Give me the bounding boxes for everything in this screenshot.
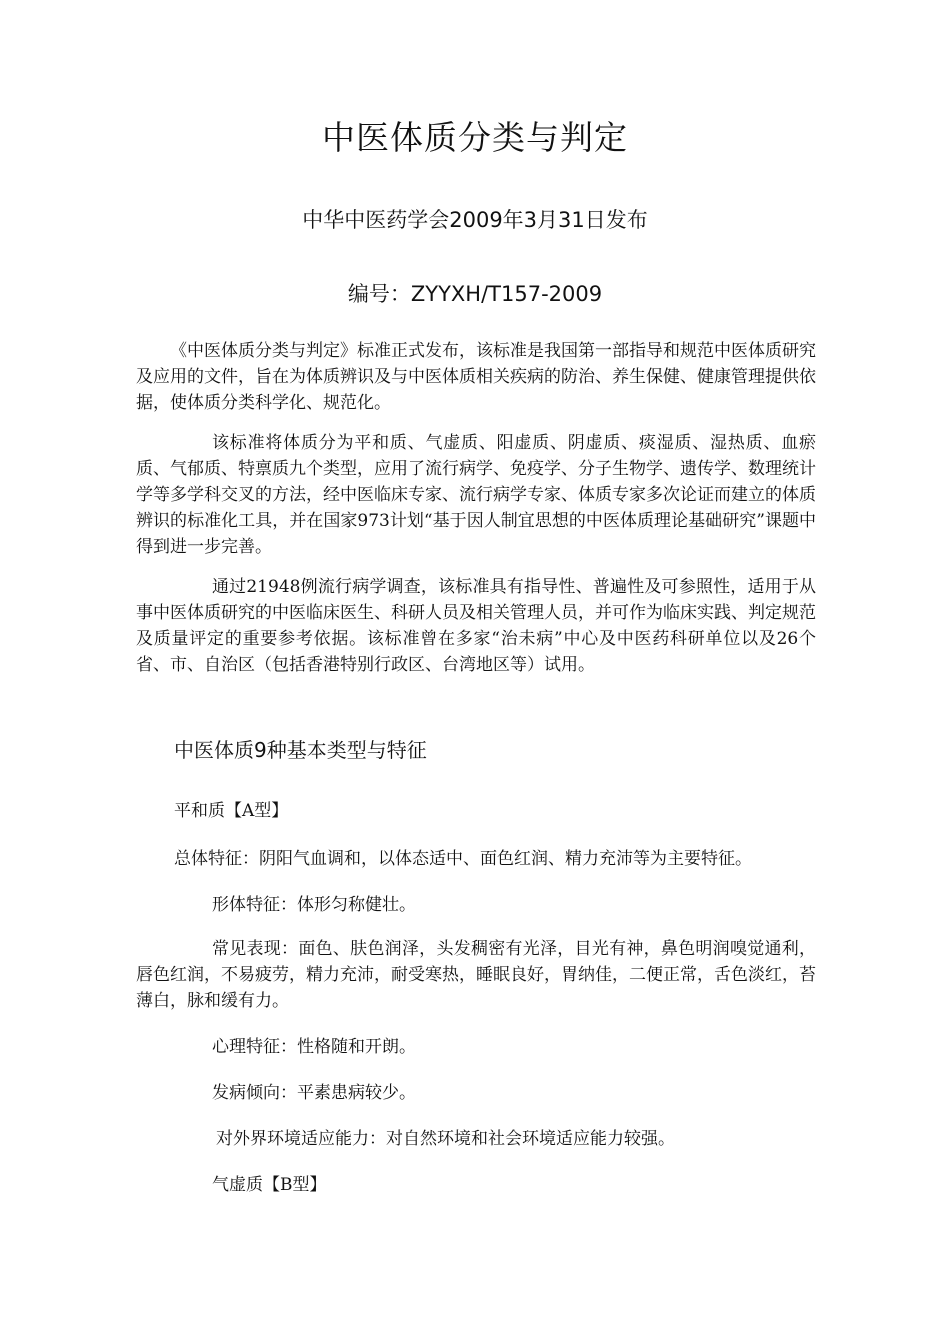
publisher-line: 中华中医药学会2009年3月31日发布 bbox=[302, 208, 648, 232]
intro-paragraph-1: 《中医体质分类与判定》标准正式发布，该标准是我国第一部指导和规范中医体质研究及应用的文件，旨在为体质辨识及与中医体质相关疾病的防治、养生保健、健康管理提供依据，使体质分类科学化、规范化。 bbox=[136, 341, 816, 413]
type-a-adapt: 对外界环境适应能力：对自然环境和社会环境适应能力较强。 bbox=[216, 1129, 675, 1149]
type-a-title: 平和质【A型】 bbox=[174, 801, 289, 821]
type-a-psych: 心理特征：性格随和开朗。 bbox=[212, 1037, 416, 1057]
section-heading: 中医体质9种基本类型与特征 bbox=[174, 738, 427, 762]
intro-paragraph-2: 该标准将体质分为平和质、气虚质、阳虚质、阴虚质、痰湿质、湿热质、血瘀质、气郁质、特禀质九个类型，应用了流行病学、免疫学、分子生物学、遗传学、数理统计学等多学科交叉的方法，经中医临床专家、流行病学专家、体质专家多次论证而建立的体质辨识的标准化工具，并在国家973计划“基于因人制宜思想的中医体质理论基础研究”课题中得到进一步完善。 bbox=[136, 433, 816, 557]
standard-code: 编号：ZYYXH/T157-2009 bbox=[347, 282, 603, 306]
intro-paragraph-3: 通过21948例流行病学调查，该标准具有指导性、普遍性及可参照性，适用于从事中医体质研究的中医临床医生、科研人员及相关管理人员，并可作为临床实践、判定规范及质量评定的重要参考依据。该标准曾在多家“治未病”中心及中医药科研单位以及26个省、市、自治区（包括香港特别行政区、台湾地区等）试用。 bbox=[136, 577, 816, 675]
type-b-title: 气虚质【B型】 bbox=[212, 1175, 327, 1195]
type-a-common: 常见表现：面色、肤色润泽，头发稠密有光泽，目光有神，鼻色明润嗅觉通利，唇色红润，不易疲劳，精力充沛，耐受寒热，睡眠良好，胃纳佳，二便正常，舌色淡红，苔薄白，脉和缓有力。 bbox=[136, 939, 816, 1011]
type-a-overall: 总体特征：阴阳气血调和，以体态适中、面色红润、精力充沛等为主要特征。 bbox=[174, 849, 752, 869]
type-a-disease: 发病倾向：平素患病较少。 bbox=[212, 1083, 416, 1103]
type-a-form: 形体特征：体形匀称健壮。 bbox=[212, 895, 416, 915]
document-title: 中医体质分类与判定 bbox=[322, 118, 628, 157]
